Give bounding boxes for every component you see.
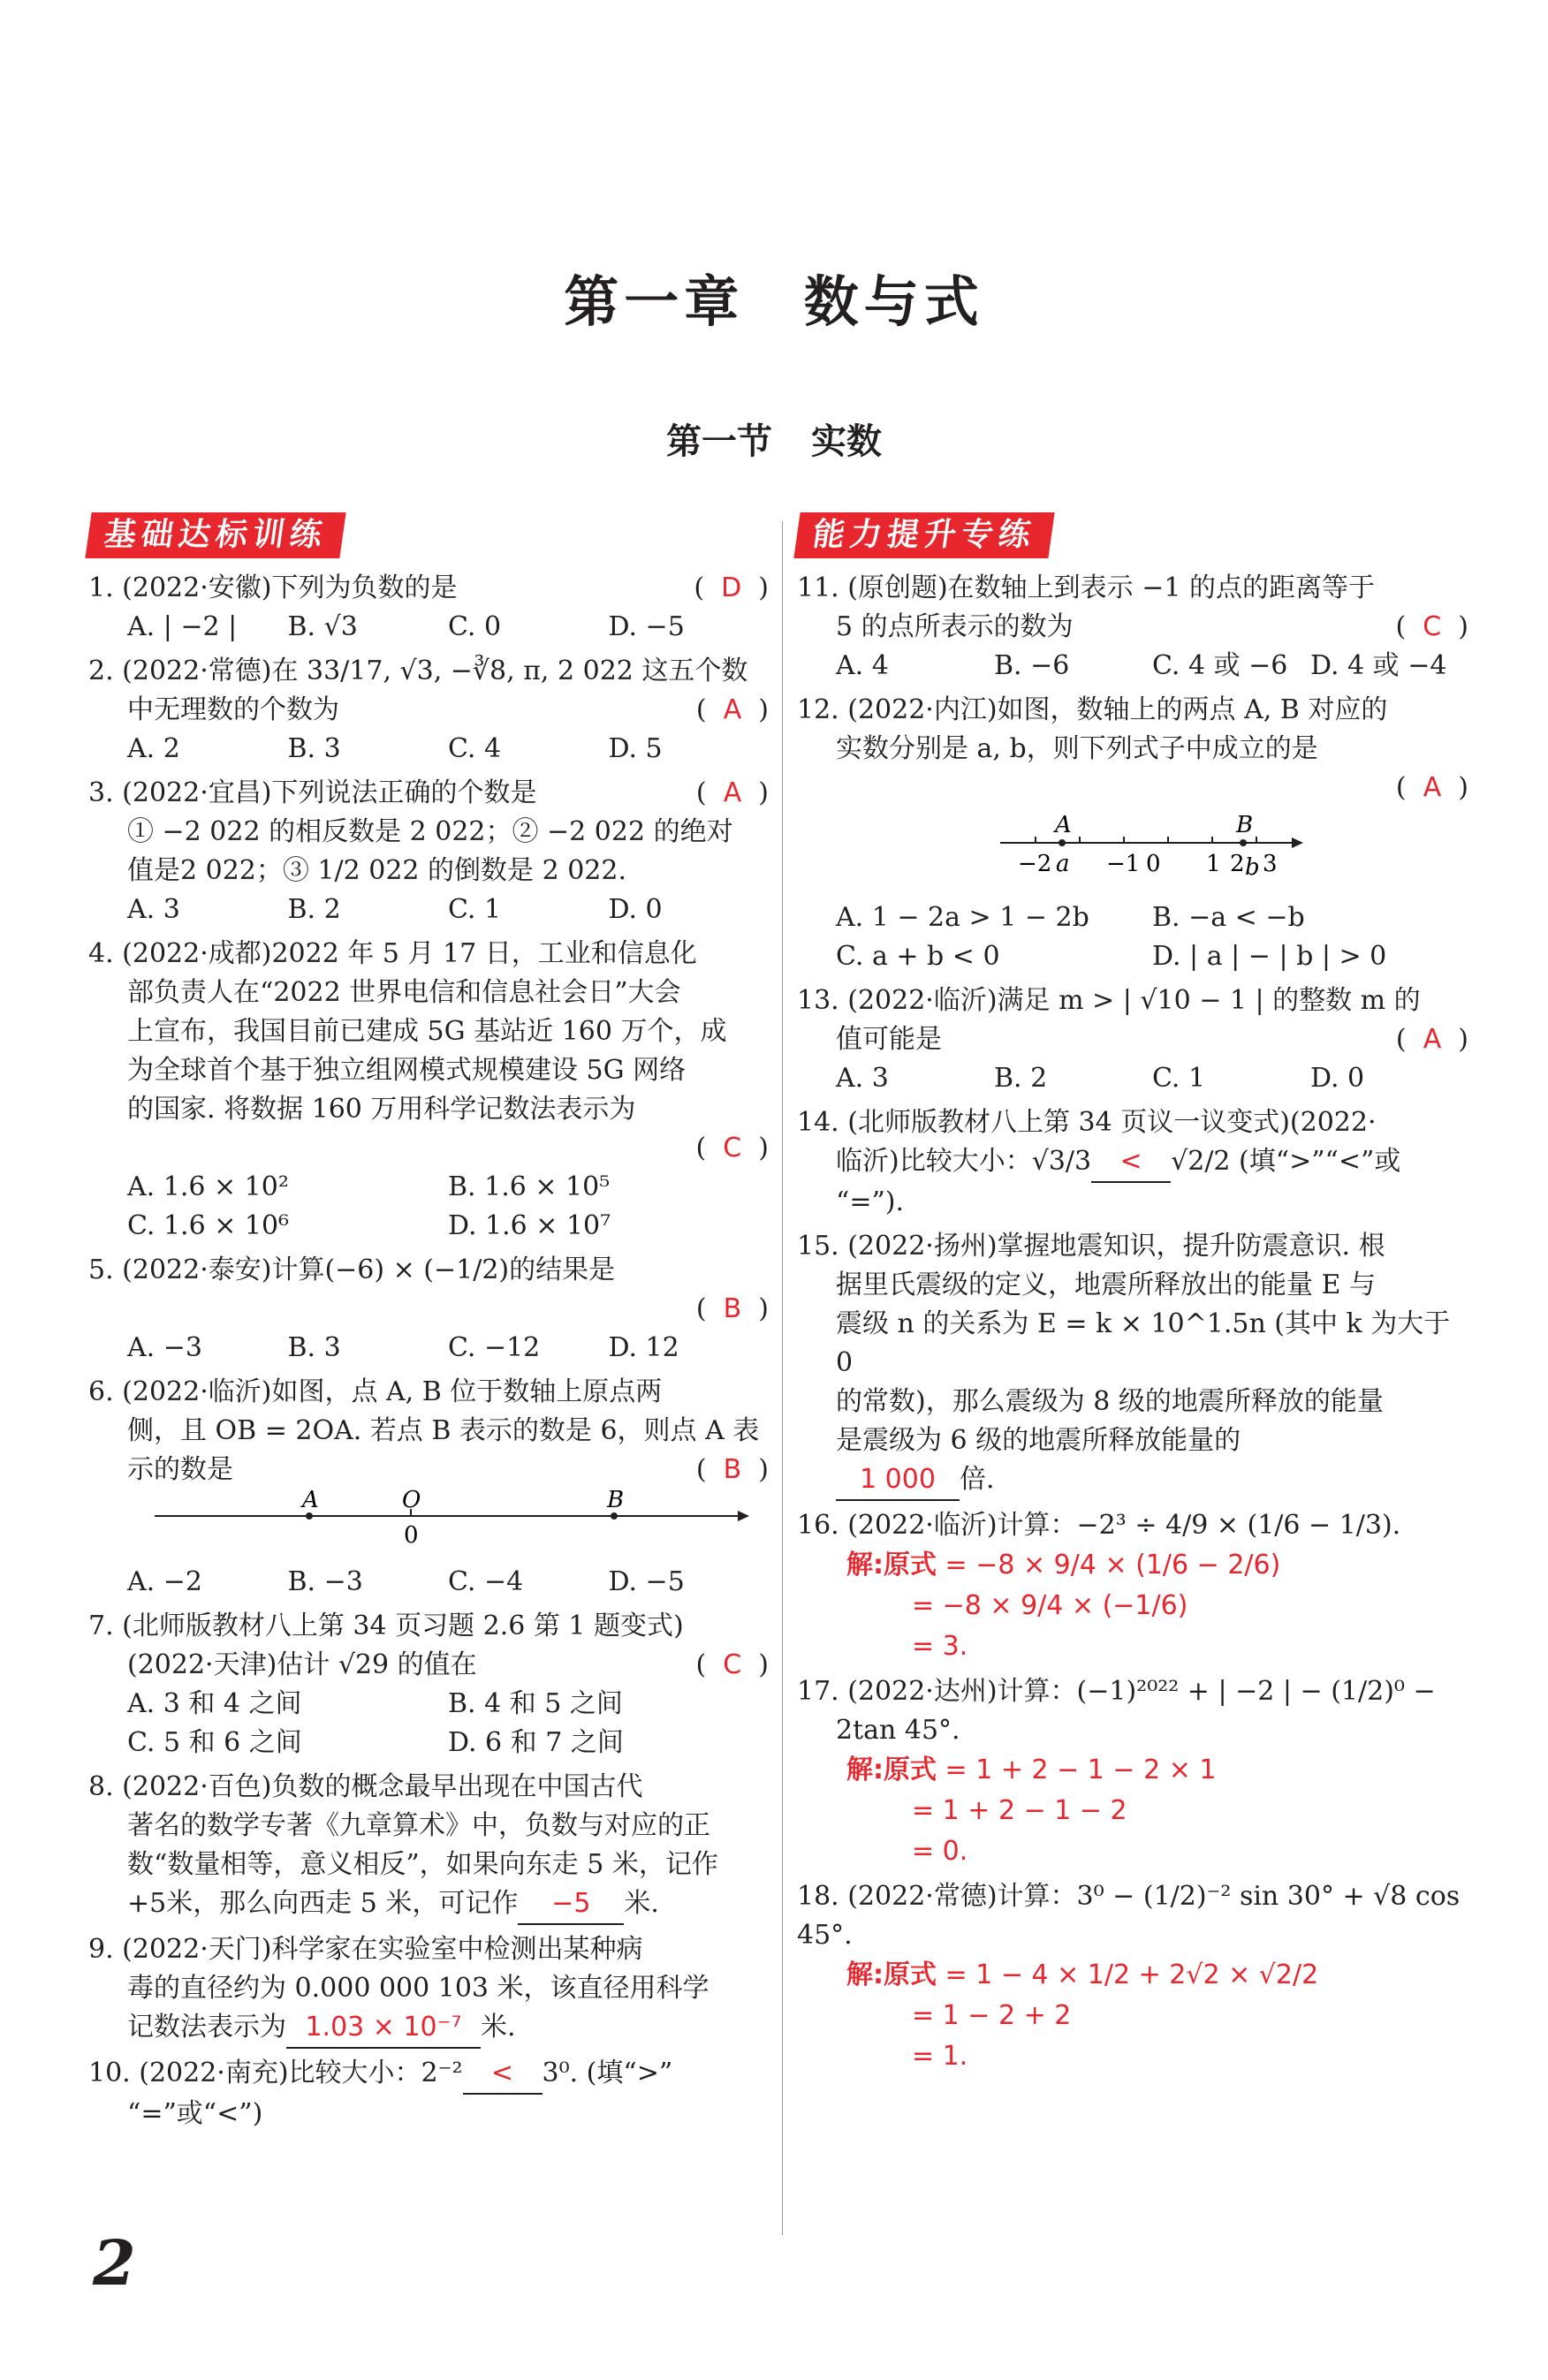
q7-option: D. 6 和 7 之间 — [448, 1727, 624, 1758]
q8-line2: 著名的数学专著《九章算术》中，负数与对应的正 — [127, 1810, 710, 1841]
q5-option: C. −12 — [448, 1332, 541, 1363]
question-6: 6. (2022·临沂)如图，点 A, B 位于数轴上原点两 侧，且 OB = 2OA. 若点 B 表示的数是 6，则点 A 表 示的数是 ( B ) A O 0 B A. −2 B. −3 C. −4 D. −5 — [88, 1373, 769, 1602]
right-column — [797, 512, 1468, 2082]
q13-option: A. 3 — [836, 1063, 889, 1094]
q12-tick-label: −1 — [1106, 851, 1141, 877]
q16-step1: = −8 × 9/4 × (1/6 − 2/6) — [945, 1550, 1281, 1580]
question-1: 1. (2022·安徽)下列为负数的是 ( D ) A. | −2 | B. √3 C. 0 D. −5 — [88, 569, 769, 647]
q11-option: C. 4 或 −6 — [1152, 650, 1288, 681]
q4-line3: 上宣布，我国目前已建成 5G 基站近 160 万个，成 — [127, 1016, 727, 1047]
q13-option: D. 0 — [1310, 1063, 1365, 1094]
q6-number-line — [88, 1489, 760, 1551]
q6-label-b: B — [607, 1489, 625, 1513]
q6-option: B. −3 — [287, 1566, 363, 1597]
q6-line3: 示的数是 — [127, 1454, 233, 1485]
q13-line2: 值可能是 — [836, 1024, 942, 1055]
q12-line1: 12. (2022·内江)如图，数轴上的两点 A, B 对应的 — [797, 694, 1388, 725]
q11-line2: 5 的点所表示的数为 — [836, 611, 1074, 642]
section-title: 第一节 实数 — [666, 421, 882, 462]
q3-option: C. 1 — [448, 894, 502, 925]
q15-line3: 震级 n 的关系为 E = k × 10^1.5n (其中 k 为大于 0 — [836, 1308, 1451, 1378]
q12-answer: A — [1423, 772, 1442, 803]
q8-line3: 数“数量相等，意义相反”，如果向东走 5 米，记作 — [127, 1849, 718, 1880]
q17-step2: = 1 + 2 − 1 − 2 — [912, 1795, 1127, 1826]
q9-line1: 9. (2022·天门)科学家在实验室中检测出某种病 — [88, 1934, 643, 1965]
q17-solution-label: 解:原式 — [846, 1755, 937, 1785]
q11-option: D. 4 或 −4 — [1310, 650, 1447, 681]
question-5: 5. (2022·泰安)计算(−6) × (−1/2)的结果是 ( B ) A. −3 B. 3 C. −12 D. 12 — [88, 1251, 769, 1368]
q6-label-zero: 0 — [404, 1522, 419, 1549]
q13-answer: A — [1423, 1024, 1442, 1055]
q16-solution-label: 解:原式 — [846, 1550, 937, 1580]
q6-option: A. −2 — [127, 1566, 202, 1597]
q14-line3: “=”). — [836, 1186, 905, 1217]
q6-answer: B — [723, 1454, 742, 1485]
q12-tick-label-zero: 0 — [1146, 851, 1161, 877]
question-4: 4. (2022·成都)2022 年 5 月 17 日，工业和信息化 部负责人在“2022 世界电信和信息社会日”大会 上宣布，我国目前已建成 5G 基站近 160 万个，成 为全球首个基于独立组网模式规模建设 5G 网络 的国家. 将数据 160 万用科学记数法表示为 ( C ) A. 1.6 × 10² B. 1.6 × 10⁵ C. 1.6 × 10⁶ D. 1.6 × 10⁷ — [88, 935, 769, 1246]
q11-answer: C — [1423, 611, 1442, 642]
q16-stem: 16. (2022·临沂)计算：−2³ ÷ 4/9 × (1/6 − 1/3). — [797, 1510, 1401, 1541]
q12-label-a: a — [1056, 851, 1070, 877]
question-3: 3. (2022·宜昌)下列说法正确的个数是 ( A ) ① −2 022 的相反数是 2 022；② −2 022 的绝对 值是2 022；③ 1/2 022 的倒数是 2 022. A. 3 B. 2 C. 1 D. 0 — [88, 774, 769, 929]
q6-line1: 6. (2022·临沂)如图，点 A, B 位于数轴上原点两 — [88, 1376, 663, 1407]
q6-option: C. −4 — [448, 1566, 524, 1597]
q12-line2: 实数分别是 a, b，则下列式子中成立的是 — [836, 733, 1318, 764]
q6-option: D. −5 — [608, 1566, 685, 1597]
q2-answer: A — [723, 694, 742, 725]
q12-option: D. | a | − | b | > 0 — [1152, 941, 1387, 972]
q12-label-b: b — [1245, 854, 1260, 881]
q10-line1-end: 3⁰. (填“>” — [542, 2058, 673, 2088]
q12-option: C. a + b < 0 — [836, 941, 1000, 972]
question-9 — [88, 1930, 769, 2049]
q7-option: A. 3 和 4 之间 — [127, 1688, 302, 1719]
question-14 — [797, 1103, 1468, 1222]
q2-option: A. 2 — [127, 733, 180, 764]
q3-option: A. 3 — [127, 894, 180, 925]
q3-line3: 值是2 022；③ 1/2 022 的倒数是 2 022. — [127, 855, 626, 886]
q11-option: B. −6 — [994, 650, 1070, 681]
q12-tick-label-2: 2 — [1230, 851, 1245, 877]
q1-option: A. | −2 | — [127, 611, 238, 642]
q3-line2: ① −2 022 的相反数是 2 022；② −2 022 的绝对 — [127, 816, 733, 847]
q10-line1: 10. (2022·南充)比较大小：2⁻² — [88, 2058, 463, 2088]
q12-label-a-point: A — [1055, 812, 1072, 838]
q4-option: B. 1.6 × 10⁵ — [448, 1171, 611, 1202]
q5-option: D. 12 — [608, 1332, 679, 1363]
q15-line6: 倍. — [960, 1464, 995, 1495]
q11-line1: 11. (原创题)在数轴上到表示 −1 的点的距离等于 — [797, 572, 1375, 603]
q5-answer: B — [723, 1293, 742, 1324]
q15-line5: 是震级为 6 级的地震所释放能量的 — [836, 1425, 1241, 1456]
q13-line1: 13. (2022·临沂)满足 m > | √10 − 1 | 的整数 m 的 — [797, 985, 1421, 1016]
q2-option: B. 3 — [287, 733, 341, 764]
question-13: 13. (2022·临沂)满足 m > | √10 − 1 | 的整数 m 的 值可能是 ( A ) A. 3 B. 2 C. 1 D. 0 — [797, 982, 1468, 1098]
q3-option: B. 2 — [287, 894, 341, 925]
q2-stem2: 中无理数的个数为 — [127, 694, 339, 725]
q8-line1: 8. (2022·百色)负数的概念最早出现在中国古代 — [88, 1771, 643, 1802]
q12-number-line — [797, 807, 1468, 887]
chapter-title: 第一章 数与式 — [564, 269, 984, 334]
q15-line4: 的常数)，那么震级为 8 级的地震所释放的能量 — [836, 1386, 1384, 1417]
q7-option: B. 4 和 5 之间 — [448, 1688, 623, 1719]
q11-option: A. 4 — [836, 650, 889, 681]
q4-option: D. 1.6 × 10⁷ — [448, 1210, 611, 1241]
question-7: 7. (北师版教材八上第 34 页习题 2.6 第 1 题变式) (2022·天津)估计 √29 的值在 ( C ) A. 3 和 4 之间 B. 4 和 5 之间 C. 5 和 6 之间 D. 6 和 7 之间 — [88, 1607, 769, 1762]
question-10 — [88, 2054, 769, 2134]
question-15 — [797, 1227, 1468, 1501]
q1-option: D. −5 — [608, 611, 685, 642]
q18-solution-label: 解:原式 — [846, 1959, 937, 1990]
q5-option: A. −3 — [127, 1332, 202, 1363]
q9-line2: 毒的直径约为 0.000 000 103 米，该直径用科学 — [127, 1973, 710, 2004]
question-11: 11. (原创题)在数轴上到表示 −1 的点的距离等于 5 的点所表示的数为 ( C ) A. 4 B. −6 C. 4 或 −6 D. 4 或 −4 — [797, 569, 1468, 686]
q1-option: C. 0 — [448, 611, 502, 642]
q12-option: A. 1 − 2a > 1 − 2b — [836, 902, 1089, 933]
q10-fill-answer: < — [463, 2054, 543, 2095]
question-17 — [797, 1672, 1468, 1872]
q9-line3-end: 米. — [481, 2012, 516, 2043]
q1-option: B. √3 — [287, 611, 358, 642]
q4-answer: C — [723, 1133, 742, 1163]
q17-stem2: 2tan 45°. — [836, 1715, 960, 1746]
q14-fill-answer: < — [1091, 1142, 1171, 1183]
q9-fill-answer: 1.03 × 10⁻⁷ — [286, 2008, 481, 2049]
q2-option: C. 4 — [448, 733, 502, 764]
q18-step1: = 1 − 4 × 1/2 + 2√2 × √2/2 — [945, 1959, 1319, 1990]
q3-option: D. 0 — [608, 894, 663, 925]
q3-answer: A — [723, 777, 742, 808]
q8-line4: +5米，那么向西走 5 米，可记作 — [127, 1888, 519, 1919]
q7-answer: C — [723, 1649, 742, 1680]
q4-line4: 为全球首个基于独立组网模式规模建设 5G 网络 — [127, 1055, 687, 1086]
q6-line2: 侧，且 OB = 2OA. 若点 B 表示的数是 6，则点 A 表 — [127, 1415, 760, 1446]
q12-label-b-point: B — [1236, 812, 1254, 838]
q7-option: C. 5 和 6 之间 — [127, 1727, 302, 1758]
question-18 — [797, 1877, 1468, 2077]
q13-option: B. 2 — [994, 1063, 1048, 1094]
q7-line2: (2022·天津)估计 √29 的值在 — [127, 1649, 477, 1680]
q15-fill-answer: 1 000 — [836, 1460, 960, 1501]
left-column — [88, 512, 769, 2139]
q8-line4-end: 米. — [624, 1888, 659, 1919]
q5-stem: 5. (2022·泰安)计算(−6) × (−1/2)的结果是 — [88, 1254, 616, 1285]
q17-stem: 17. (2022·达州)计算：(−1)²⁰²² + | −2 | − (1/2)⁰ − — [797, 1676, 1436, 1707]
q12-tick-label-one: 1 — [1206, 851, 1221, 877]
q16-step2: = −8 × 9/4 × (−1/6) — [912, 1590, 1188, 1621]
q18-step3: = 1. — [912, 2041, 968, 2072]
q6-label-o: O — [402, 1489, 421, 1513]
q4-line1: 4. (2022·成都)2022 年 5 月 17 日，工业和信息化 — [88, 938, 697, 969]
q9-line3: 记数法表示为 — [127, 2012, 286, 2043]
q12-tick-label-three: 3 — [1263, 851, 1278, 877]
q7-line1: 7. (北师版教材八上第 34 页习题 2.6 第 1 题变式) — [88, 1611, 684, 1641]
q16-step3: = 3. — [912, 1631, 968, 1662]
q15-line1: 15. (2022·扬州)掌握地震知识，提升防震意识. 根 — [797, 1231, 1385, 1262]
q18-stem: 18. (2022·常德)计算：3⁰ − (1/2)⁻² sin 30° + √8 cos 45°. — [797, 1881, 1461, 1951]
q18-step2: = 1 − 2 + 2 — [912, 2000, 1072, 2031]
q10-line2: “=”或“<”) — [127, 2098, 263, 2129]
q2-stem: 2. (2022·常德)在 33/17, √3, −∛8, π, 2 022 这五个数 — [88, 656, 748, 686]
q14-line1: 14. (北师版教材八上第 34 页议一议变式)(2022· — [797, 1107, 1377, 1138]
q12-option: B. −a < −b — [1152, 902, 1305, 933]
q6-label-a: A — [302, 1489, 319, 1513]
q17-step1: = 1 + 2 − 1 − 2 × 1 — [945, 1755, 1217, 1785]
question-16 — [797, 1506, 1468, 1667]
q14-line2-end: √2/2 (填“>”“<”或 — [1171, 1146, 1401, 1177]
basic-training-banner: 基础达标训练 — [85, 512, 345, 558]
q5-option: B. 3 — [287, 1332, 341, 1363]
question-8 — [88, 1768, 769, 1925]
q17-step3: = 0. — [912, 1836, 968, 1867]
q4-line5: 的国家. 将数据 160 万用科学记数法表示为 — [127, 1094, 636, 1125]
ability-training-banner: 能力提升专练 — [793, 512, 1054, 558]
q2-option: D. 5 — [608, 733, 663, 764]
q4-option: C. 1.6 × 10⁶ — [127, 1210, 290, 1241]
q8-fill-answer: −5 — [518, 1884, 624, 1925]
q4-line2: 部负责人在“2022 世界电信和信息社会日”大会 — [127, 977, 681, 1008]
q3-stem: 3. (2022·宜昌)下列说法正确的个数是 — [88, 777, 537, 808]
q13-option: C. 1 — [1152, 1063, 1206, 1094]
q12-tick-label: −2 — [1018, 851, 1052, 877]
question-12: 12. (2022·内江)如图，数轴上的两点 A, B 对应的 实数分别是 a, b，则下列式子中成立的是 ( A ) A B −2 a −1 0 1 2 b 3 A. 1 − 2a > 1 − 2b B. −a < −b C. a + b < 0 D. | a | − | b | > 0 — [797, 691, 1468, 976]
q1-stem: 1. (2022·安徽)下列为负数的是 — [88, 572, 458, 603]
column-divider — [782, 521, 783, 2235]
q4-option: A. 1.6 × 10² — [127, 1171, 289, 1202]
q1-answer: D — [721, 572, 742, 603]
q14-line2: 临沂)比较大小：√3/3 — [836, 1146, 1092, 1177]
q15-line2: 据里氏震级的定义，地震所释放出的能量 E 与 — [836, 1270, 1376, 1300]
question-2: 2. (2022·常德)在 33/17, √3, −∛8, π, 2 022 这五个数 中无理数的个数为 ( A ) A. 2 B. 3 C. 4 D. 5 — [88, 652, 769, 769]
page-number: 2 — [93, 2226, 136, 2300]
